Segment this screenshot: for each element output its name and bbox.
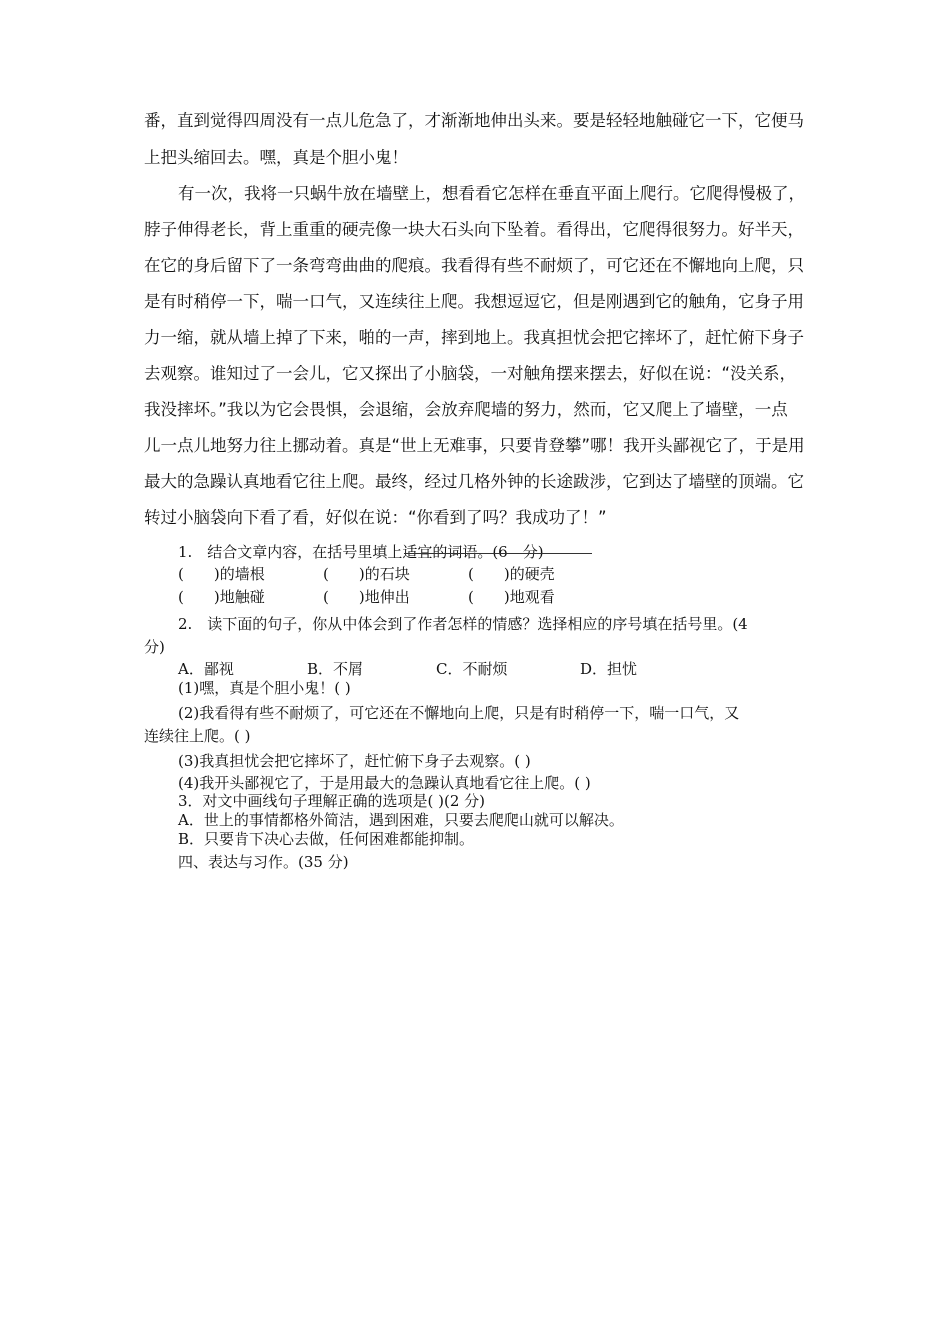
option-a: A．鄙视 [178, 660, 234, 678]
fill-blank[interactable]: ( )的石块 [323, 565, 410, 583]
question-2-sentence-cont: 连续往上爬。( ) [144, 727, 251, 745]
passage-line: 转过小脑袋向下看了看，好似在说：“你看到了吗？我成功了！” [144, 508, 607, 527]
passage-line: 上把头缩回去。嘿，真是个胆小鬼！ [144, 148, 408, 167]
question-2-sentence: (1)嘿，真是个胆小鬼！( ) [178, 679, 351, 697]
fill-blank[interactable]: ( )的墙根 [178, 565, 265, 583]
question-2-title: 2. 读下面的句子，你从中体会到了作者怎样的情感？选择相应的序号填在括号里。(4 [178, 615, 748, 633]
question-2-sentence: (2)我看得有些不耐烦了，可它还在不懈地向上爬，只是有时稍停一下，喘一口气，又 [178, 704, 740, 722]
passage-line: 我没摔坏。”我以为它会畏惧，会退缩，会放弃爬墙的努力，然而，它又爬上了墙壁，一点 [144, 400, 788, 419]
option-b: B．不屑 [307, 660, 364, 678]
passage-line: 有一次，我将一只蜗牛放在墙壁上，想看看它怎样在垂直平面上爬行。它爬得慢极了， [178, 184, 805, 203]
passage-line: 去观察。谁知过了一会儿，它又探出了小脑袋，一对触角摆来摆去，好似在说：“没关系， [144, 364, 797, 383]
option-c: C．不耐烦 [436, 660, 508, 678]
option-d: D．担忧 [580, 660, 638, 678]
passage-line: 脖子伸得老长，背上重重的硬壳像一块大石头向下坠着。看得出，它爬得很努力。好半天， [144, 220, 804, 239]
strike-line [404, 553, 592, 554]
passage-line: 儿一点儿地努力往上挪动着。真是“世上无难事，只要肯登攀”哪！我开头鄙视它了，于是用 [144, 436, 805, 455]
fill-blank[interactable]: ( )地观看 [468, 588, 555, 606]
passage-line: 是有时稍停一下，喘一口气，又连续往上爬。我想逗逗它，但是刚遇到它的触角，它身子用 [144, 292, 804, 311]
passage-line: 最大的急躁认真地看它往上爬。最终，经过几格外钟的长途跋涉，它到达了墙壁的顶端。它 [144, 472, 804, 491]
question-2-sentence: (4)我开头鄙视它了，于是用最大的急躁认真地看它往上爬。( ) [178, 774, 591, 792]
passage-line: 力一缩，就从墙上掉了下来，啪的一声，摔到地上。我真担忧会把它摔坏了，赶忙俯下身子 [144, 328, 804, 347]
question-3-title: 3．对文中画线句子理解正确的选项是( )(2 分) [178, 792, 486, 810]
question-2-title-cont: 分) [144, 638, 165, 656]
fill-blank[interactable]: ( )地触碰 [178, 588, 265, 606]
question-3-option-b: B．只要肯下决心去做，任何困难都能抑制。 [178, 830, 475, 848]
question-3-option-a: A．世上的事情都格外简洁，遇到困难，只要去爬爬山就可以解决。 [178, 811, 624, 829]
fill-blank[interactable]: ( )的硬壳 [468, 565, 555, 583]
section-4-heading: 四、表达与习作。(35 分) [178, 853, 349, 871]
fill-blank[interactable]: ( )地伸出 [323, 588, 410, 606]
question-2-sentence: (3)我真担忧会把它摔坏了，赶忙俯下身子去观察。( ) [178, 752, 531, 770]
passage-line: 在它的身后留下了一条弯弯曲曲的爬痕。我看得有些不耐烦了，可它还在不懈地向上爬，只 [144, 256, 804, 275]
passage-line: 番，直到觉得四周没有一点儿危急了，才渐渐地伸出头来。要是轻轻地触碰它一下，它便马 [144, 111, 804, 130]
question-1-title: 1. 结合文章内容，在括号里填上适宜的词语。(6 分) [178, 543, 544, 561]
